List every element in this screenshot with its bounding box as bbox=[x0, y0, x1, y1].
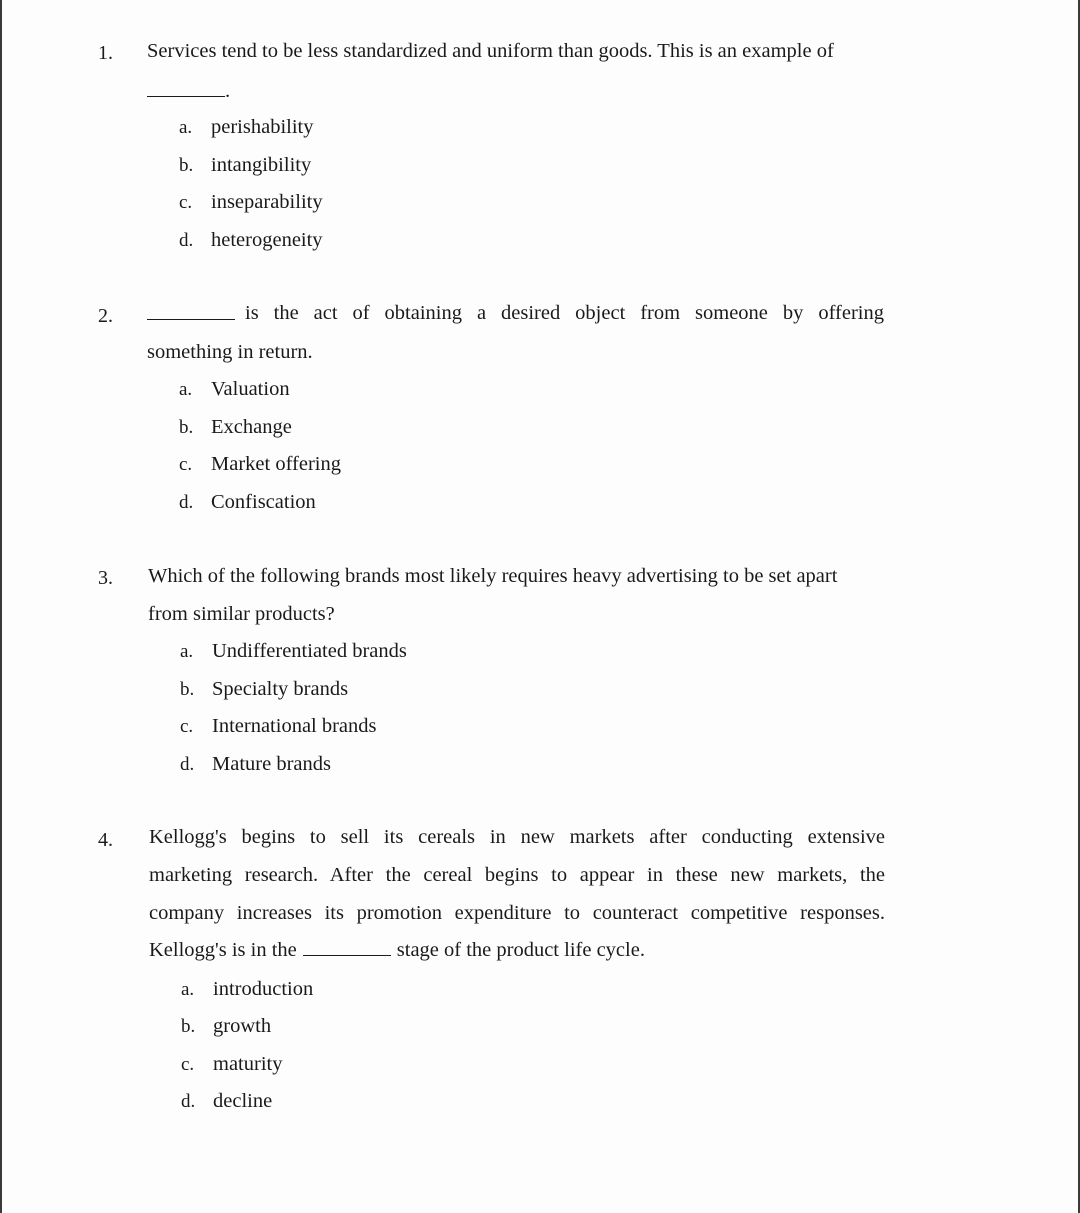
option bbox=[179, 191, 323, 214]
option-letter: c. bbox=[180, 716, 194, 737]
answer-blank bbox=[147, 80, 225, 97]
question-stem: Services tend to be less standardized and uniform than goods. This is an example of bbox=[147, 40, 834, 62]
option bbox=[181, 1090, 272, 1113]
option bbox=[179, 416, 292, 439]
option-letter: b. bbox=[180, 679, 195, 700]
option-text: growth bbox=[213, 1015, 272, 1037]
option-text: Exchange bbox=[211, 416, 292, 438]
question-stem: from similar products? bbox=[148, 603, 335, 625]
option-letter: c. bbox=[179, 454, 193, 475]
option-text: International brands bbox=[212, 715, 377, 737]
option bbox=[181, 978, 313, 1001]
option-text: perishability bbox=[211, 116, 314, 138]
option bbox=[180, 715, 377, 738]
option bbox=[179, 154, 311, 177]
option-letter: b. bbox=[179, 417, 194, 438]
question-stem-blank-line bbox=[147, 303, 235, 326]
option-text: Undifferentiated brands bbox=[212, 640, 407, 662]
option-text: maturity bbox=[213, 1053, 283, 1075]
option-letter: c. bbox=[179, 192, 193, 213]
question-stem: company increases its promotion expenditure to counteract competitive responses. bbox=[149, 902, 885, 924]
option bbox=[181, 1053, 282, 1076]
stem-before-blank: Kellogg's is in the bbox=[149, 939, 297, 961]
question-stem: Which of the following brands most likely requires heavy advertising to be set apart bbox=[148, 565, 838, 587]
option-letter: d. bbox=[179, 230, 194, 251]
option bbox=[179, 378, 290, 401]
question-stem: something in return. bbox=[147, 341, 313, 363]
question-number: 4. bbox=[98, 829, 113, 851]
option bbox=[180, 753, 331, 776]
option-text: Valuation bbox=[211, 378, 290, 400]
option bbox=[179, 229, 323, 252]
option-letter: b. bbox=[181, 1016, 196, 1037]
answer-blank bbox=[303, 939, 391, 956]
question-number: 3. bbox=[98, 567, 113, 589]
question-stem: Kellogg's begins to sell its cereals in new markets after conducting extensive bbox=[149, 826, 885, 848]
option bbox=[180, 640, 407, 663]
option-letter: d. bbox=[181, 1091, 196, 1112]
option-text: Market offering bbox=[211, 453, 341, 475]
option-letter: b. bbox=[179, 155, 194, 176]
option bbox=[181, 1015, 271, 1038]
option-letter: a. bbox=[181, 979, 195, 1000]
question-stem: is the act of obtaining a desired object from someone by offering bbox=[245, 302, 884, 324]
option-text: Specialty brands bbox=[212, 678, 349, 700]
option-letter: c. bbox=[181, 1054, 195, 1075]
option bbox=[179, 491, 316, 514]
option-text: inseparability bbox=[211, 191, 323, 213]
option-text: decline bbox=[213, 1090, 273, 1112]
option-letter: d. bbox=[179, 492, 194, 513]
question-number: 2. bbox=[98, 305, 113, 327]
question-stem-blank-line bbox=[149, 939, 645, 962]
answer-blank bbox=[147, 303, 235, 320]
option-letter: a. bbox=[179, 117, 193, 138]
option-text: heterogeneity bbox=[211, 229, 323, 251]
option-letter: d. bbox=[180, 754, 195, 775]
option-text: Mature brands bbox=[212, 753, 331, 775]
question-stem-blank-line bbox=[147, 80, 230, 103]
question-stem: marketing research. After the cereal begins to appear in these new markets, the bbox=[149, 864, 885, 886]
stem-suffix: . bbox=[225, 80, 231, 102]
option-letter: a. bbox=[180, 641, 194, 662]
question-number: 1. bbox=[98, 42, 113, 64]
option bbox=[180, 678, 348, 701]
option bbox=[179, 116, 313, 139]
option-text: Confiscation bbox=[211, 491, 316, 513]
option bbox=[179, 453, 341, 476]
option-text: intangibility bbox=[211, 154, 312, 176]
option-letter: a. bbox=[179, 379, 193, 400]
stem-after-blank: stage of the product life cycle. bbox=[396, 939, 645, 961]
option-text: introduction bbox=[213, 978, 314, 1000]
